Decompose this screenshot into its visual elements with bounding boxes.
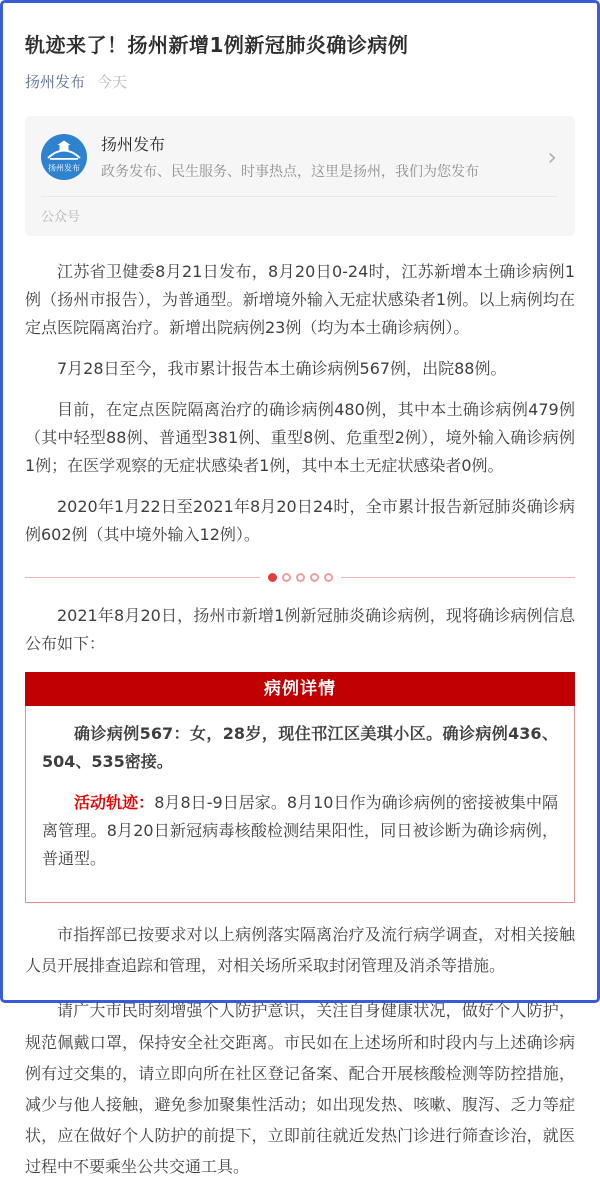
body-paragraph-city-cumulative: 7月28日至今，我市累计报告本土确诊病例567例，出院88例。 xyxy=(57,359,507,378)
svg-text:扬州发布: 扬州发布 xyxy=(48,163,80,172)
chevron-right-icon[interactable]: › xyxy=(547,142,557,171)
case-details-box xyxy=(25,706,575,903)
byline xyxy=(25,71,575,92)
body-paragraph-province-report: 江苏省卫健委8月21日发布，8月20日0-24时，江苏新增本土确诊病例1例（扬州市报告），为普通型。新增境外输入无症状感染者1例。以上病例均在定点医院隔离治疗。新增出院病例23例（均为本土确诊病例）。 xyxy=(25,262,575,337)
publish-date: 今天 xyxy=(97,73,128,91)
divider-line-left xyxy=(25,577,260,578)
carousel-dot xyxy=(324,573,333,582)
carousel-dot xyxy=(296,573,305,582)
dots-divider xyxy=(25,573,575,582)
body-paragraph-hospital-status: 目前，在定点医院隔离治疗的确诊病例480例，其中本土确诊病例479例（其中轻型88例、普通型381例、重型8例、危重型2例），境外输入确诊病例1例；在医学观察的无症状感染者1例，其中本土无症状感染者0例。 xyxy=(25,400,575,475)
trajectory-label: 活动轨迹： xyxy=(74,793,155,812)
official-account-card[interactable] xyxy=(25,116,575,236)
account-card-top-row xyxy=(41,132,557,181)
article-title: 轨迹来了！扬州新增1例新冠肺炎确诊病例 xyxy=(25,33,409,57)
case-details-section xyxy=(25,672,575,903)
carousel-dot xyxy=(310,573,319,582)
yangzhou-fabu-logo-icon xyxy=(41,134,87,180)
case-info-text: 确诊病例567：女，28岁，现住邗江区美琪小区。确诊病例436、504、535密接。 xyxy=(42,724,558,771)
carousel-dot-active xyxy=(268,573,277,582)
article-body xyxy=(25,258,575,1183)
account-card-description: 政务发布、民生服务、时事热点，这里是扬州，我们为您发布 xyxy=(101,164,479,180)
account-card-text xyxy=(101,132,479,181)
article-content xyxy=(3,3,597,1183)
account-type-label: 公众号 xyxy=(41,210,81,225)
account-name-link[interactable]: 扬州发布 xyxy=(25,73,86,91)
trajectory-text: 8月8日-9日居家。8月10日作为确诊病例的密接被集中隔离管理。8月20日新冠病毒核酸检测结果阳性，同日被诊断为确诊病例，普通型。 xyxy=(42,793,558,868)
account-card-name: 扬州发布 xyxy=(101,135,166,154)
body-paragraph-total-since-2020: 2020年1月22日至2021年8月20日24时，全市累计报告新冠肺炎确诊病例602例（其中境外输入12例）。 xyxy=(25,497,575,544)
case-details-header: 病例详情 xyxy=(25,672,575,706)
body-paragraph-announcement-intro: 2021年8月20日，扬州市新增1例新冠肺炎确诊病例，现将确诊病例信息公布如下： xyxy=(25,606,575,653)
trajectory-paragraph xyxy=(42,789,558,873)
body-paragraph-public-advice: 请广大市民时刻增强个人防护意识，关注自身健康状况，做好个人防护，规范佩戴口罩，保持安全社交距离。市民如在上述场所和时段内与上述确诊病例有过交集的，请立即向所在社区登记备案、配合开展核酸检测等防控措施，减少与他人接触，避免参加聚集性活动；如出现发热、咳嗽、腹泻、乏力等症状，应在做好个人防护的前提下，立即前往就近发热门诊进行筛查诊治，就医过程中不要乘坐公共交通工具。 xyxy=(25,1001,575,1177)
divider-line-right xyxy=(341,577,576,578)
carousel-dot xyxy=(282,573,291,582)
body-paragraph-command-measures: 市指挥部已按要求对以上病例落实隔离治疗及流行病学调查，对相关接触人员开展排查追踪和管理，对相关场所采取封闭管理及消杀等措施。 xyxy=(25,925,575,976)
